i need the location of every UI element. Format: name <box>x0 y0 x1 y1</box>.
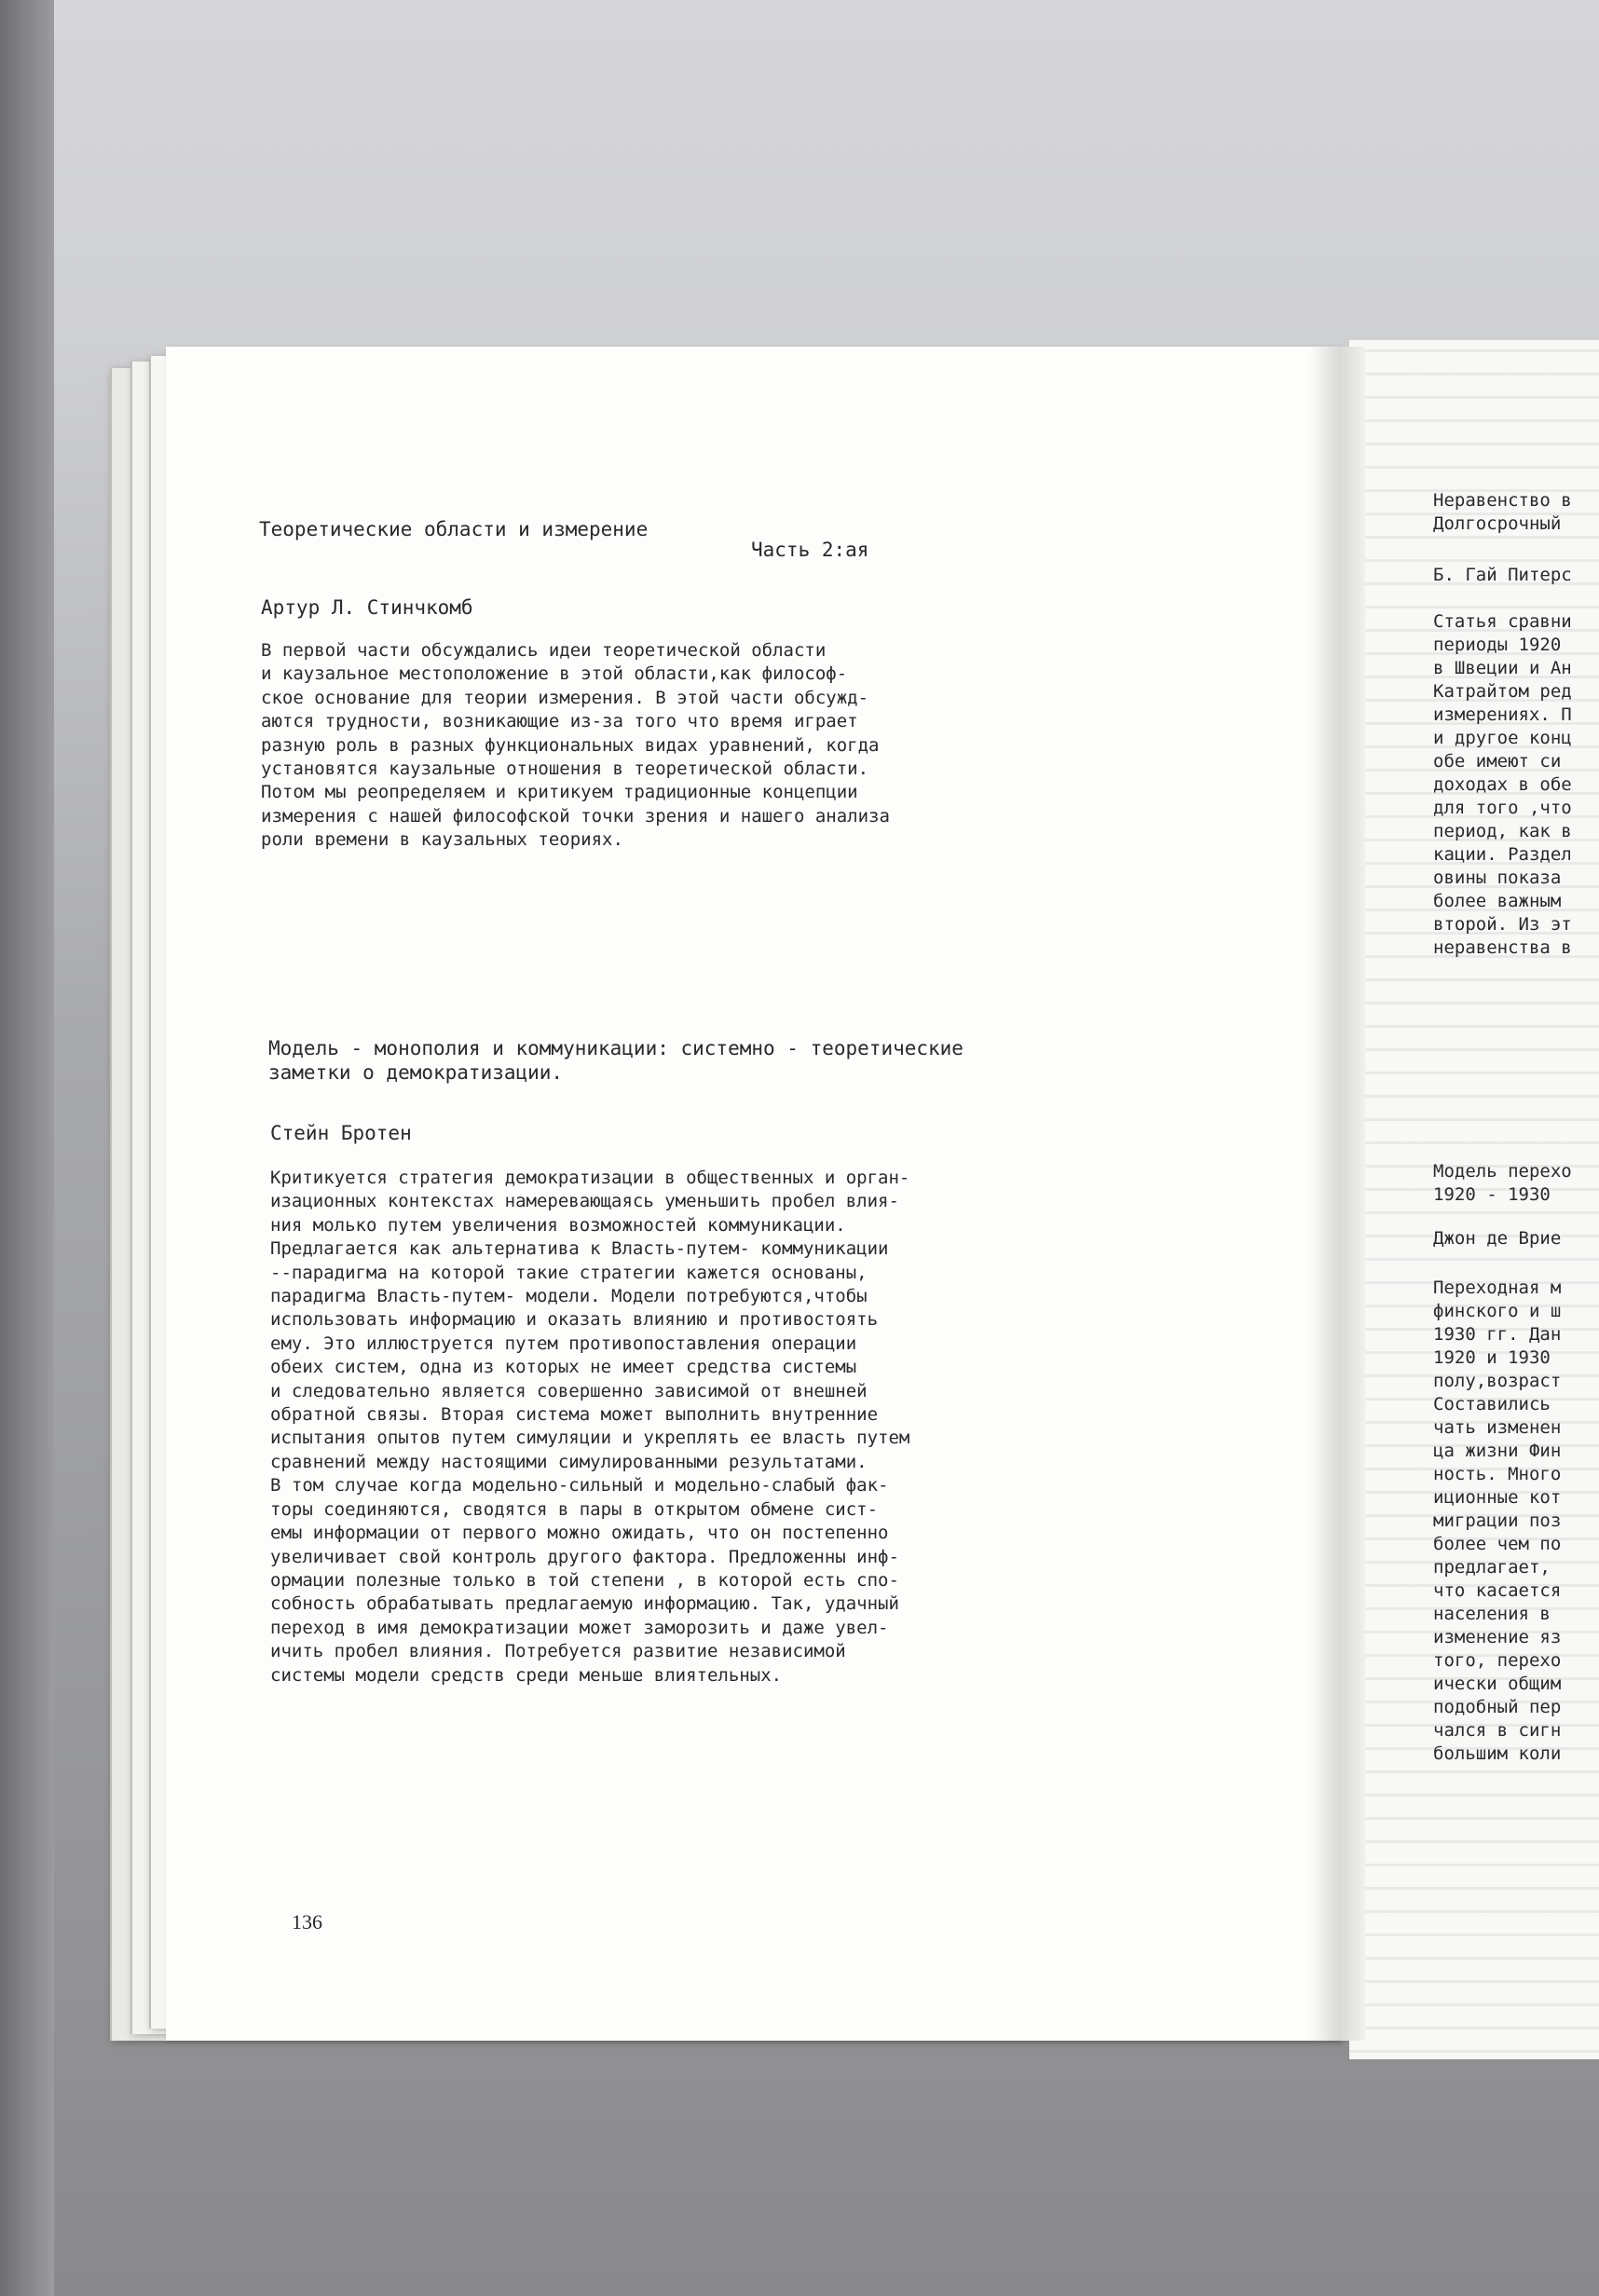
scanner-edge <box>0 0 54 2296</box>
page-number: 136 <box>292 1910 322 1934</box>
article1-title: Теоретические области и измерение <box>259 518 649 540</box>
article1-author: Артур Л. Стинчкомб <box>261 596 473 619</box>
right-article2-title: Модель перехо 1920 - 1930 <box>1433 1161 1572 1205</box>
right-article2-author: Джон де Врие <box>1433 1228 1562 1249</box>
article2-author: Стейн Бротен <box>270 1122 412 1144</box>
right-article2-abstract: Переходная м финского и ш 1930 гг. Дан 1920 и 1930 полу,возраст Составились чать изменен ца жизни Фин ность. Много иционные кот миграции поз более чем по предлагает, что касается населения в изменение яз того, перехо ически общим подобный пер чался в сигн большим коли <box>1433 1278 1562 1764</box>
right-article1-author: Б. Гай Питерс <box>1433 565 1572 585</box>
right-article1-title: Неравенство в Долгосрочный <box>1433 490 1572 534</box>
article1-abstract: В первой части обсуждались идеи теоретической области и каузальное местоположение в этой области,как философ- ское основание для теории измерения. В этой части обсужд- аются трудности, возникающие из-за того что время играет разную роль в разных функциональных видах уравнений, когда установятся каузальные отношения в теоретической области. Потом мы реопределяем и критикуем традиционные концепции измерения с нашей философской точки зрения и нашего анализа роли времени в каузальных теориях. <box>261 640 890 851</box>
article2-title: Модель - монополия и коммуникации: системно - теоретические заметки о демократизации. <box>268 1037 964 1084</box>
right-page <box>1349 340 1599 2059</box>
article2-abstract: Критикуется стратегия демократизации в общественных и орган- изационных контекстах намеревающаясь уменьшить пробел влия- ния молько путем увеличения возможностей коммуникации. Предлагается как альтернатива к Власть-путем- коммуникации --парадигма на которой такие стратегии кажется основаны, парадигма Власть-путем- модели. Модели потребуются,чтобы использовать информацию и оказать влиянию и противостоять ему. Это иллюструется путем противопоставления операции обеих систем, одна из которых не имеет средства системы и следовательно является совершенно зависимой от внешней обратной связы. Вторая система может выполнить внутренние испытания опытов путем симуляции и укреплять ее власть путем сравнений между настоящими симулированными результатами. В том случае когда модельно-сильный и модельно-слабый фак- торы соединяются, сводятся в пары в открытом обмене сист- емы информации от первого можно ожидать, что он постепенно увеличивает свой контроль другого фактора. Предложенны инф- ормации полезные только в той степени , в которой есть спо- собность обрабатывать предлагаемую информацию. Так, удачный переход в имя демократизации может заморозить и даже увел- ичить пробел влияния. Потребуется развитие независимой системы модели средств среди меньше влиятельных. <box>270 1168 910 1686</box>
article1-subtitle: Часть 2:ая <box>751 539 869 561</box>
right-article1-abstract: Статья сравни периоды 1920 в Швеции и Ан Катрайтом ред измерениях. П и другое конц обе имеют си доходах в обе для того ,что период, как в кации. Раздел овины показа более важным второй. Из эт неравенства в <box>1433 611 1572 958</box>
book-gutter <box>1309 347 1365 2041</box>
